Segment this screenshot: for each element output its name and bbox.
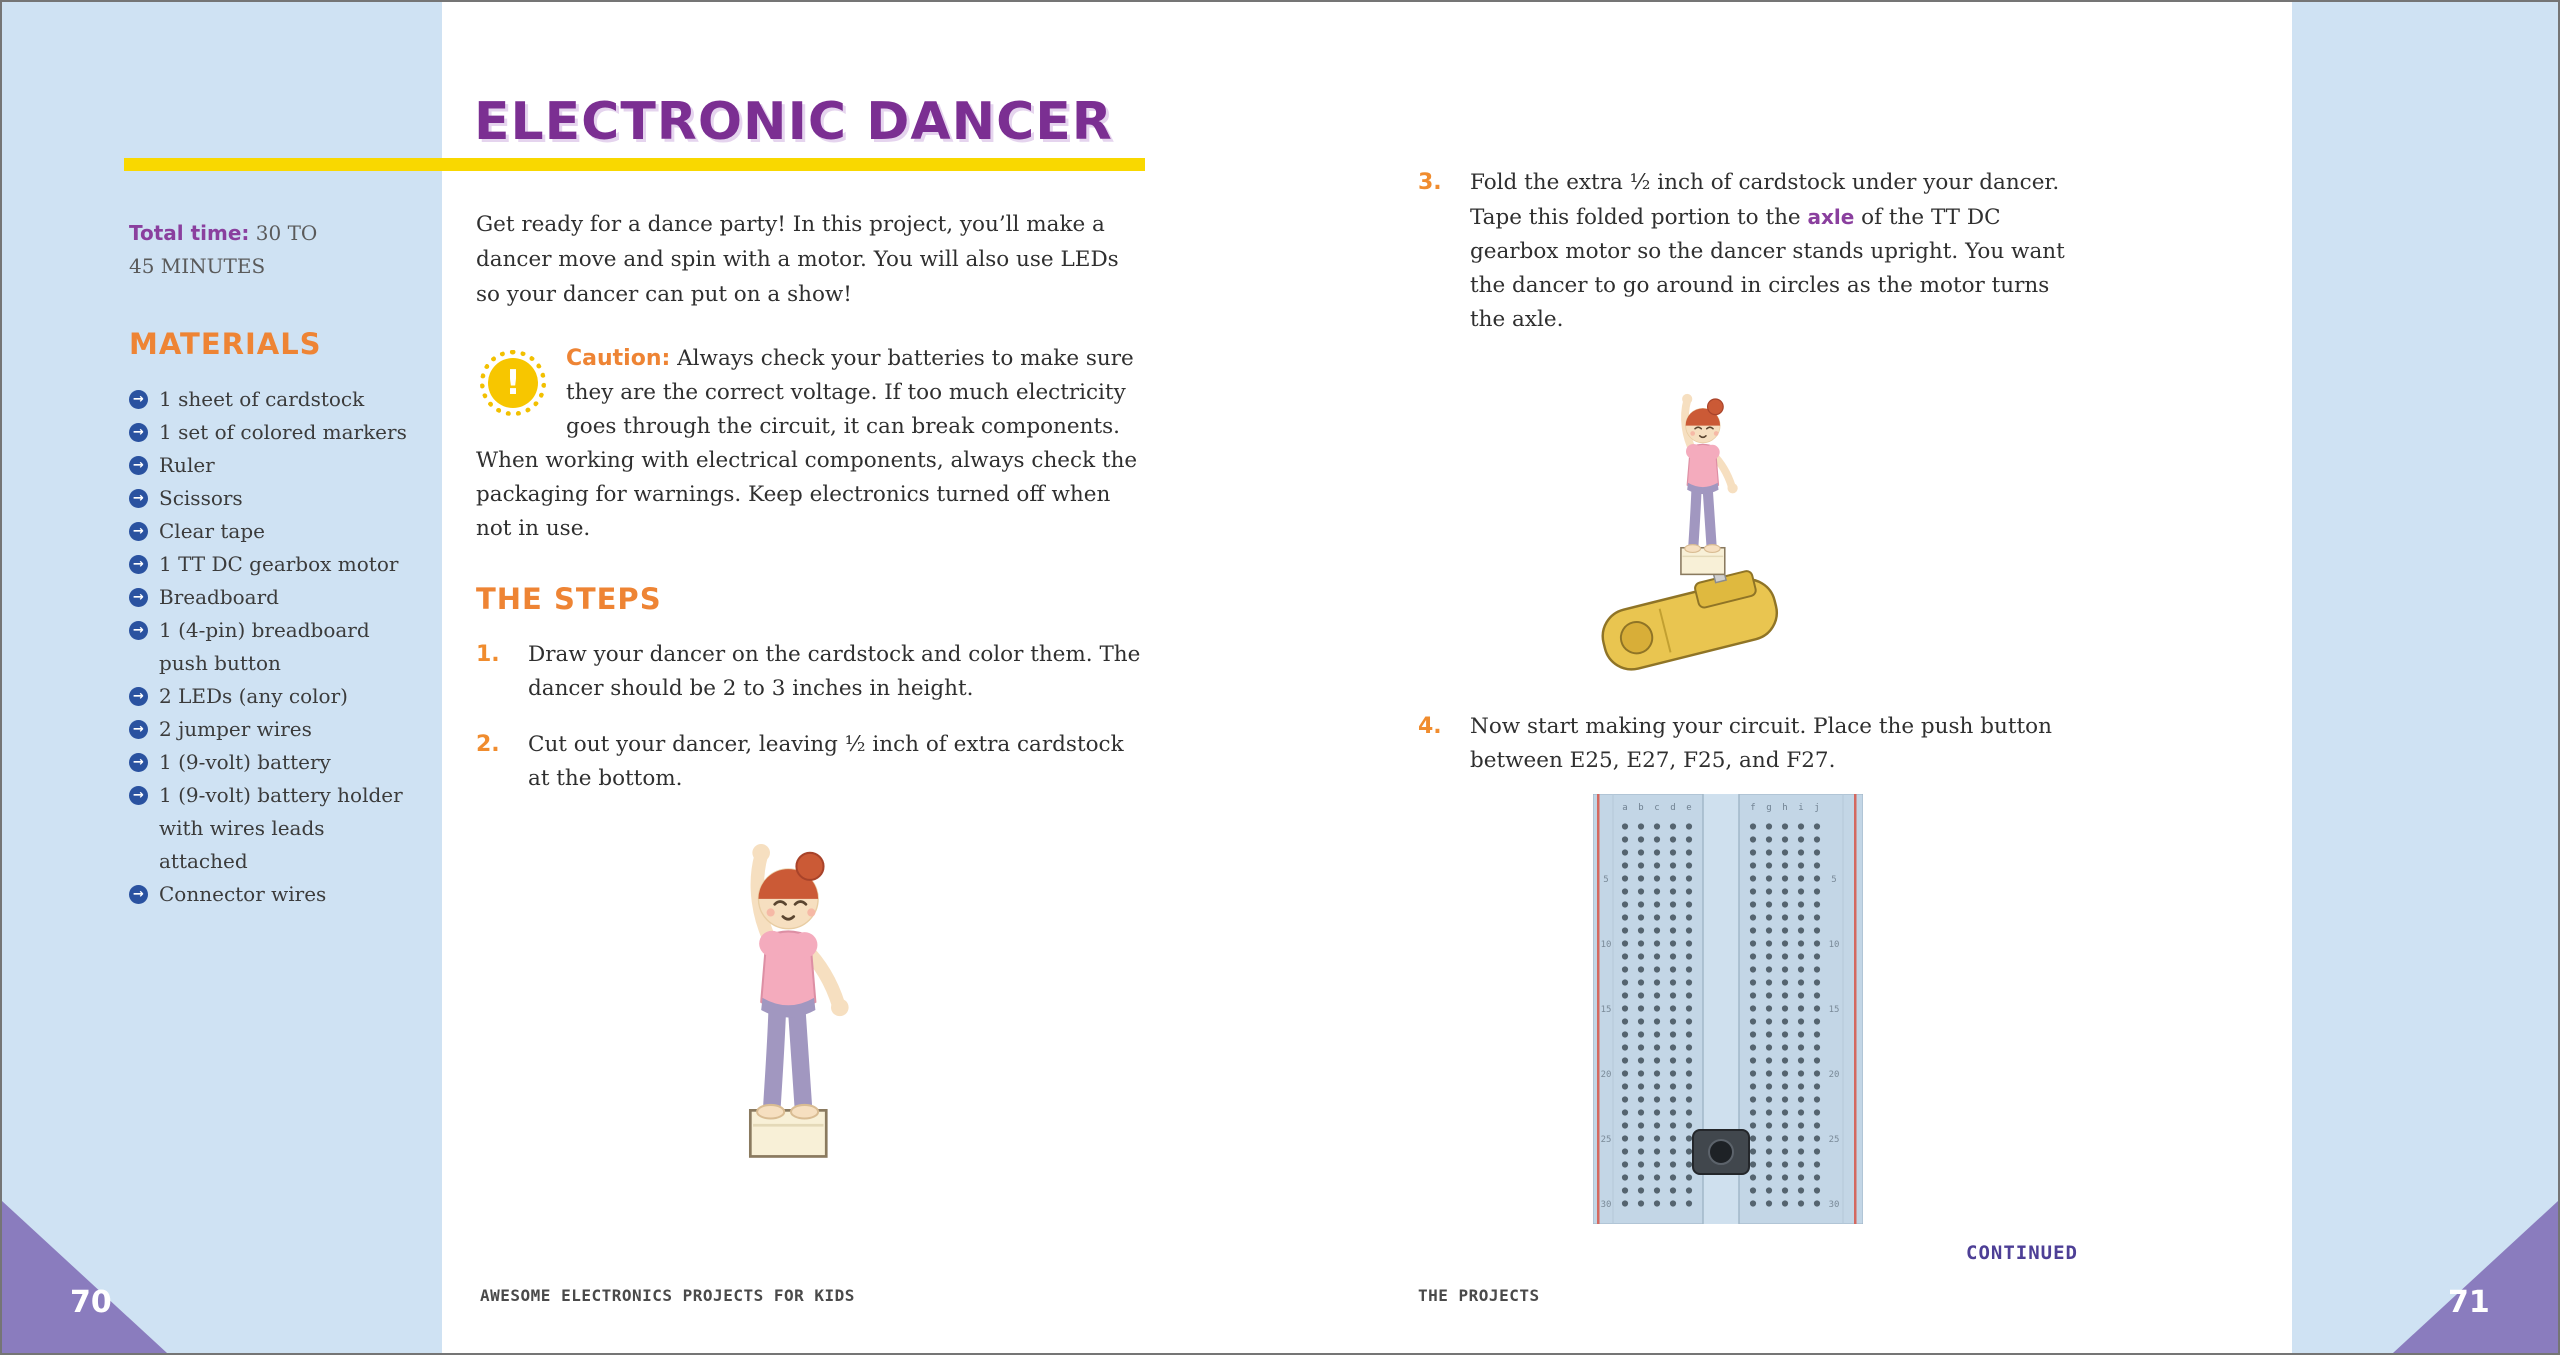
breadboard-column-label: c bbox=[1654, 803, 1660, 813]
breadboard-row-label: 20 bbox=[1828, 1070, 1840, 1080]
step-text-after: of the TT DC gearbox motor so the dancer stands upright. You want the dancer to go around in circles as the motor turns the axle. bbox=[1470, 205, 2065, 332]
list-item bbox=[129, 548, 417, 581]
breadboard-column-label: i bbox=[1798, 803, 1804, 813]
material-text: 2 LEDs (any color) bbox=[159, 684, 348, 708]
total-time-label: Total time: bbox=[129, 221, 250, 245]
breadboard-svg bbox=[1593, 794, 1863, 1224]
step-text bbox=[1470, 166, 2078, 337]
steps-heading: THE STEPS bbox=[476, 582, 662, 616]
caution-label: Caution: bbox=[566, 346, 671, 371]
list-item bbox=[129, 878, 417, 911]
caution-box bbox=[476, 342, 1148, 546]
dancer-illustration bbox=[696, 804, 886, 1174]
list-item bbox=[129, 680, 417, 713]
breadboard-row-label: 5 bbox=[1603, 875, 1609, 885]
keyword-axle: axle bbox=[1807, 205, 1855, 229]
caution-body: Always check your batteries to make sure they are the correct voltage. If too much electricity goes through the circuit, it can break components. When working with electrical components, always check the packaging for warnings. Keep electronics turned off when not in use. bbox=[476, 346, 1138, 541]
push-button bbox=[1693, 1130, 1749, 1174]
breadboard-row-label: 5 bbox=[1831, 875, 1837, 885]
arrow-bullet-icon: → bbox=[129, 555, 148, 574]
step-1 bbox=[476, 638, 1148, 706]
breadboard-row-label: 25 bbox=[1828, 1135, 1840, 1145]
breadboard-illustration bbox=[1593, 794, 1863, 1228]
material-text: 1 set of colored markers bbox=[159, 420, 407, 444]
section-footer: THE PROJECTS bbox=[1418, 1286, 1540, 1305]
list-item bbox=[129, 383, 417, 416]
material-text: Clear tape bbox=[159, 519, 265, 543]
material-text: Breadboard bbox=[159, 585, 279, 609]
breadboard-column-label: a bbox=[1622, 803, 1628, 813]
arrow-bullet-icon: → bbox=[129, 885, 148, 904]
step-text: Draw your dancer on the cardstock and color them. The dancer should be 2 to 3 inches in height. bbox=[528, 642, 1141, 701]
arrow-bullet-icon: → bbox=[129, 390, 148, 409]
breadboard-row-label: 30 bbox=[1828, 1200, 1840, 1210]
book-title-footer: AWESOME ELECTRONICS PROJECTS FOR KIDS bbox=[480, 1286, 855, 1305]
step-number: 1. bbox=[476, 642, 500, 667]
list-item bbox=[129, 482, 417, 515]
material-text: 2 jumper wires bbox=[159, 717, 312, 741]
material-text: Ruler bbox=[159, 453, 215, 477]
caution-icon bbox=[480, 350, 546, 416]
breadboard-column-label: b bbox=[1638, 803, 1644, 813]
dancer-figure-svg bbox=[696, 804, 886, 1170]
exclamation-icon: ! bbox=[488, 358, 538, 408]
caution-text bbox=[476, 342, 1148, 546]
breadboard-row-label: 25 bbox=[1600, 1135, 1612, 1145]
material-text: Scissors bbox=[159, 486, 243, 510]
dancer-on-motor-illustration bbox=[1583, 361, 1818, 688]
step-text: Cut out your dancer, leaving ½ inch of extra cardstock at the bottom. bbox=[528, 732, 1124, 791]
breadboard-row-label: 15 bbox=[1828, 1005, 1840, 1015]
list-item bbox=[129, 779, 417, 878]
arrow-bullet-icon: → bbox=[129, 423, 148, 442]
breadboard-row-label: 10 bbox=[1600, 940, 1612, 950]
list-item bbox=[129, 713, 417, 746]
step-3 bbox=[1418, 166, 2078, 337]
material-text: 1 (9-volt) battery bbox=[159, 750, 331, 774]
arrow-bullet-icon: → bbox=[129, 753, 148, 772]
breadboard-column-label: e bbox=[1686, 803, 1692, 813]
breadboard-row-label: 30 bbox=[1600, 1200, 1612, 1210]
breadboard-column-label: d bbox=[1670, 803, 1676, 813]
step-number: 4. bbox=[1418, 714, 1442, 739]
breadboard-column-label: f bbox=[1750, 803, 1756, 813]
list-item bbox=[129, 416, 417, 449]
left-page-content bbox=[476, 207, 1148, 1174]
list-item bbox=[129, 515, 417, 548]
step-4 bbox=[1418, 710, 2078, 778]
material-text: 1 TT DC gearbox motor bbox=[159, 552, 399, 576]
arrow-bullet-icon: → bbox=[129, 522, 148, 541]
motor-figure-svg bbox=[1583, 361, 1818, 684]
material-text: Connector wires bbox=[159, 882, 327, 906]
materials-heading: MATERIALS bbox=[129, 327, 322, 361]
step-text-before: Fold the extra ½ inch of cardstock under your dancer. Tape this folded portion to the bbox=[1470, 170, 2060, 230]
breadboard-column-label: g bbox=[1766, 803, 1772, 813]
breadboard-row-label: 15 bbox=[1600, 1005, 1612, 1015]
materials-list bbox=[129, 383, 417, 911]
page-number-left: 70 bbox=[70, 1285, 112, 1320]
list-item bbox=[129, 746, 417, 779]
breadboard-column-label: h bbox=[1782, 803, 1788, 813]
list-item bbox=[129, 449, 417, 482]
step-2 bbox=[476, 728, 1148, 796]
arrow-bullet-icon: → bbox=[129, 588, 148, 607]
material-text: 1 sheet of cardstock bbox=[159, 387, 365, 411]
total-time bbox=[129, 217, 339, 283]
right-page-content bbox=[1418, 144, 2078, 1264]
materials-sidebar bbox=[129, 217, 417, 911]
arrow-bullet-icon: → bbox=[129, 456, 148, 475]
page-number-right: 71 bbox=[2448, 1285, 2490, 1320]
continued-label: CONTINUED bbox=[1966, 1242, 2078, 1264]
total-time-value: 30 TO 45 MINUTES bbox=[129, 221, 318, 278]
title-underline-bar bbox=[124, 158, 1145, 171]
step-number: 2. bbox=[476, 732, 500, 757]
breadboard-row-label: 10 bbox=[1828, 940, 1840, 950]
right-page-margin bbox=[2292, 2, 2558, 1353]
arrow-bullet-icon: → bbox=[129, 621, 148, 640]
arrow-bullet-icon: → bbox=[129, 786, 148, 805]
step-text: Now start making your circuit. Place the push button between E25, E27, F25, and F27. bbox=[1470, 714, 2052, 773]
step-number: 3. bbox=[1418, 170, 1442, 195]
breadboard-column-label: j bbox=[1814, 803, 1820, 813]
breadboard-row-label: 20 bbox=[1600, 1070, 1612, 1080]
list-item bbox=[129, 614, 417, 680]
arrow-bullet-icon: → bbox=[129, 687, 148, 706]
project-title: ELECTRONIC DANCER bbox=[474, 92, 1113, 152]
material-text: 1 (9-volt) battery holder with wires leads attached bbox=[159, 783, 403, 873]
material-text: 1 (4-pin) breadboard push button bbox=[159, 618, 370, 675]
list-item bbox=[129, 581, 417, 614]
arrow-bullet-icon: → bbox=[129, 489, 148, 508]
intro-paragraph: Get ready for a dance party! In this project, you’ll make a dancer move and spin with a motor. You will also use LEDs so your dancer can put on a show! bbox=[476, 212, 1119, 307]
arrow-bullet-icon: → bbox=[129, 720, 148, 739]
